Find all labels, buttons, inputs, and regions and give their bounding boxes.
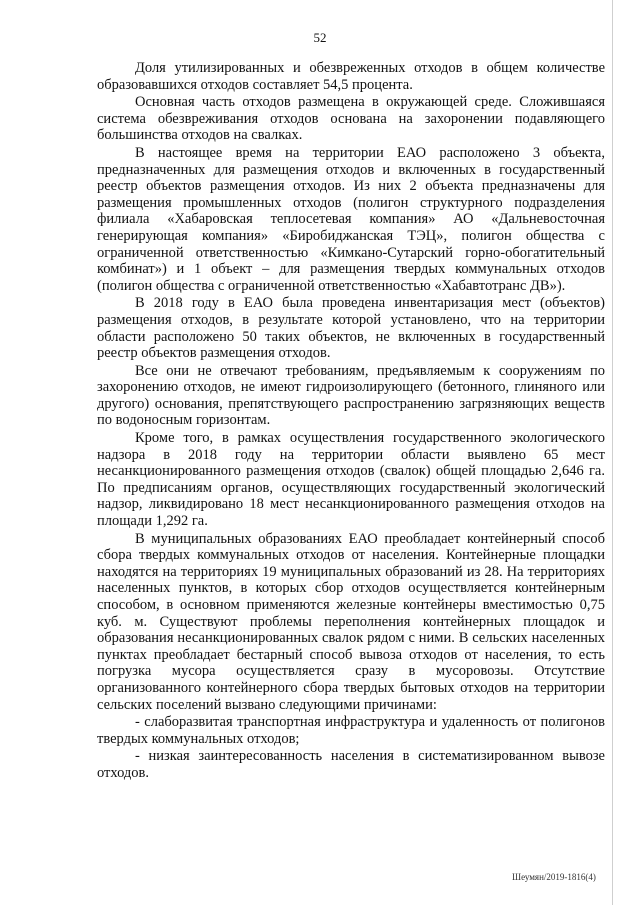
paragraph-registered-facilities: В настоящее время на территории ЕАО расположено 3 объекта, предназначенных для размещения отходов и включенных в государственный реестр объектов размещения отходов. Из них 2 объекта предназначены для размещения промышленных отходов (полигон структурного подразделения филиала «Хабаровская теплосетевая компания» АО «Дальневосточная генерирующая компания» «Биробиджанская ТЭЦ», полигон общества с ограниченной ответственностью «Кимкано-Сутарский горно-обогатительный комбинат») и 1 объект – для размещения твердых коммунальных отходов (полигон общества с ограниченной ответственностью «Хабавтотранс ДВ»). xyxy=(97,144,605,294)
document-body xyxy=(97,60,605,783)
paragraph-unauthorized-dumps: Кроме того, в рамках осуществления государственного экологического надзора в 2018 году на территории области выявлено 65 мест несанкционированного размещения отходов (свалок) общей площадью 2,646 га. По предписаниям органов, осуществляющих государственный экологический надзор, ликвидировано 18 мест несанкционированного размещения отходов на площади 1,292 га. xyxy=(97,430,605,530)
paragraph-requirements: Все они не отвечают требованиям, предъявляемым к сооружениям по захоронению отходов, не имеют гидроизолирующего (бетонного, глиняного или другого) основания, препятствующего распространению загрязняющих веществ по водоносным горизонтам. xyxy=(97,362,605,429)
paragraph-recycled-share: Доля утилизированных и обезвреженных отходов в общем количестве образовавшихся отходов составляет 54,5 процента. xyxy=(97,60,605,93)
paragraph-waste-environment: Основная часть отходов размещена в окружающей среде. Сложившаяся система обезвреживания отходов основана на захоронении подавляющего большинства отходов на свалках. xyxy=(97,94,605,144)
page-number: 52 xyxy=(313,30,327,45)
scan-edge-line xyxy=(612,0,613,905)
paragraph-inventory-2018: В 2018 году в ЕАО была проведена инвентаризация мест (объектов) размещения отходов, в результате которой установлено, что на территории области расположено 50 таких объектов, не включенных в государственный реестр объектов размещения отходов. xyxy=(97,295,605,362)
list-item-infrastructure: - слаборазвитая транспортная инфраструктура и удаленность от полигонов твердых коммунальных отходов; xyxy=(97,714,605,747)
list-item-low-interest: - низкая заинтересованность населения в систематизированном вывозе отходов. xyxy=(97,748,605,781)
footer-document-ref: Шеумян/2019-1816(4) xyxy=(512,872,596,882)
paragraph-container-collection: В муниципальных образованиях ЕАО преобладает контейнерный способ сбора твердых коммунальных отходов от населения. Контейнерные площадки находятся на территориях 19 муниципальных образований из 28. На территориях населенных пунктов, в которых сбор отходов осуществляется контейнерным способом, в основном применяются железные контейнеры вместимостью 0,75 куб. м. Существуют проблемы переполнения контейнерных площадок и образования несанкционированных свалок рядом с ними. В сельских населенных пунктах преобладает бестарный способ вывоза отходов от населения, то есть погрузка мусора осуществляется сразу в мусоровозы. Отсутствие организованного контейнерного сбора твердых бытовых отходов на территории сельских поселений вызвано следующими причинами: xyxy=(97,530,605,713)
